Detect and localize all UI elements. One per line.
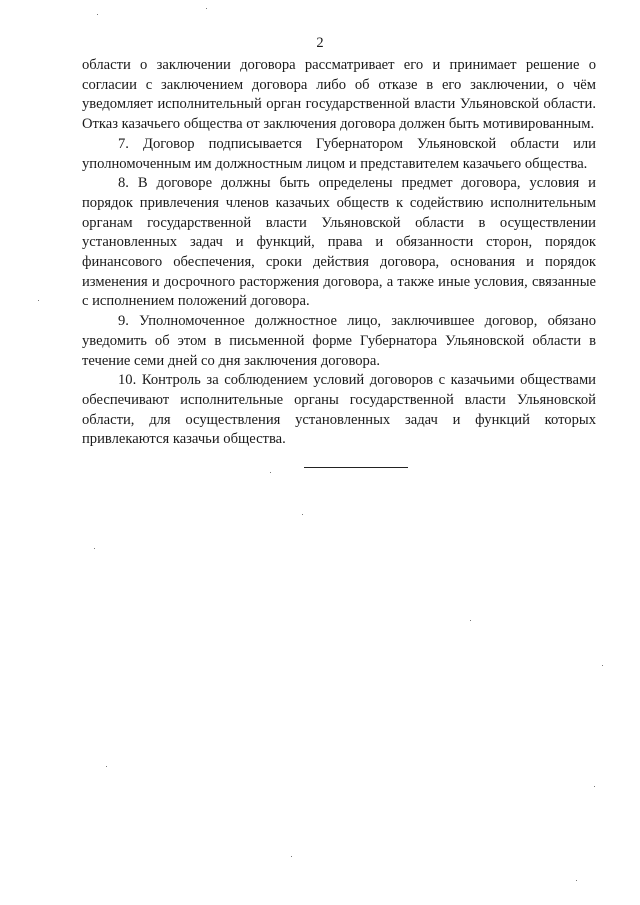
scan-speck xyxy=(291,856,292,857)
page-number: 2 xyxy=(316,35,324,51)
scan-speck xyxy=(97,14,98,15)
scan-speck xyxy=(270,472,271,473)
scan-speck xyxy=(576,880,577,881)
scan-speck xyxy=(594,786,595,787)
scan-speck xyxy=(106,766,107,767)
paragraph-continuation: области о заключении договора рассматривает его и принимает решение о согласии с заключением договора либо об отказе в его заключении, о чём уведомляет исполнительный орган государственной власти Ульяновской области. Отказ казачьего общества от заключения договора должен быть мотивированным. xyxy=(82,57,596,133)
end-of-document-rule xyxy=(304,467,408,468)
scan-speck xyxy=(470,620,471,621)
document-body xyxy=(82,56,596,450)
scan-speck xyxy=(38,300,39,301)
paragraph-8: 8. В договоре должны быть определены предмет договора, условия и порядок привлечения членов казачьих обществ к содействию исполнительным органам государственной власти Ульяновской области в осуществлении установленных задач и функций, права и обязанности сторон, порядок финансового обеспечения, сроки действия договора, основания и порядок изменения и досрочного расторжения договора, а также иные условия, связанные с исполнением положений договора. xyxy=(82,175,596,310)
scan-speck xyxy=(302,514,303,515)
paragraph-9: 9. Уполномоченное должностное лицо, заключившее договор, обязано уведомить об этом в письменной форме Губернатора Ульяновской области в течение семи дней со дня заключения договора. xyxy=(82,313,596,369)
paragraph-7: 7. Договор подписывается Губернатором Ульяновской области или уполномоченным им должностным лицом и представителем казачьего общества. xyxy=(82,135,596,172)
scan-speck xyxy=(94,548,95,549)
scan-speck xyxy=(602,665,603,666)
paragraph-10: 10. Контроль за соблюдением условий договоров с казачьими обществами обеспечивают исполнительные органы государственной власти Ульяновской области, для осуществления установленных задач и функций которых привлекаются казачьи общества. xyxy=(82,372,596,448)
scan-speck xyxy=(206,8,207,9)
